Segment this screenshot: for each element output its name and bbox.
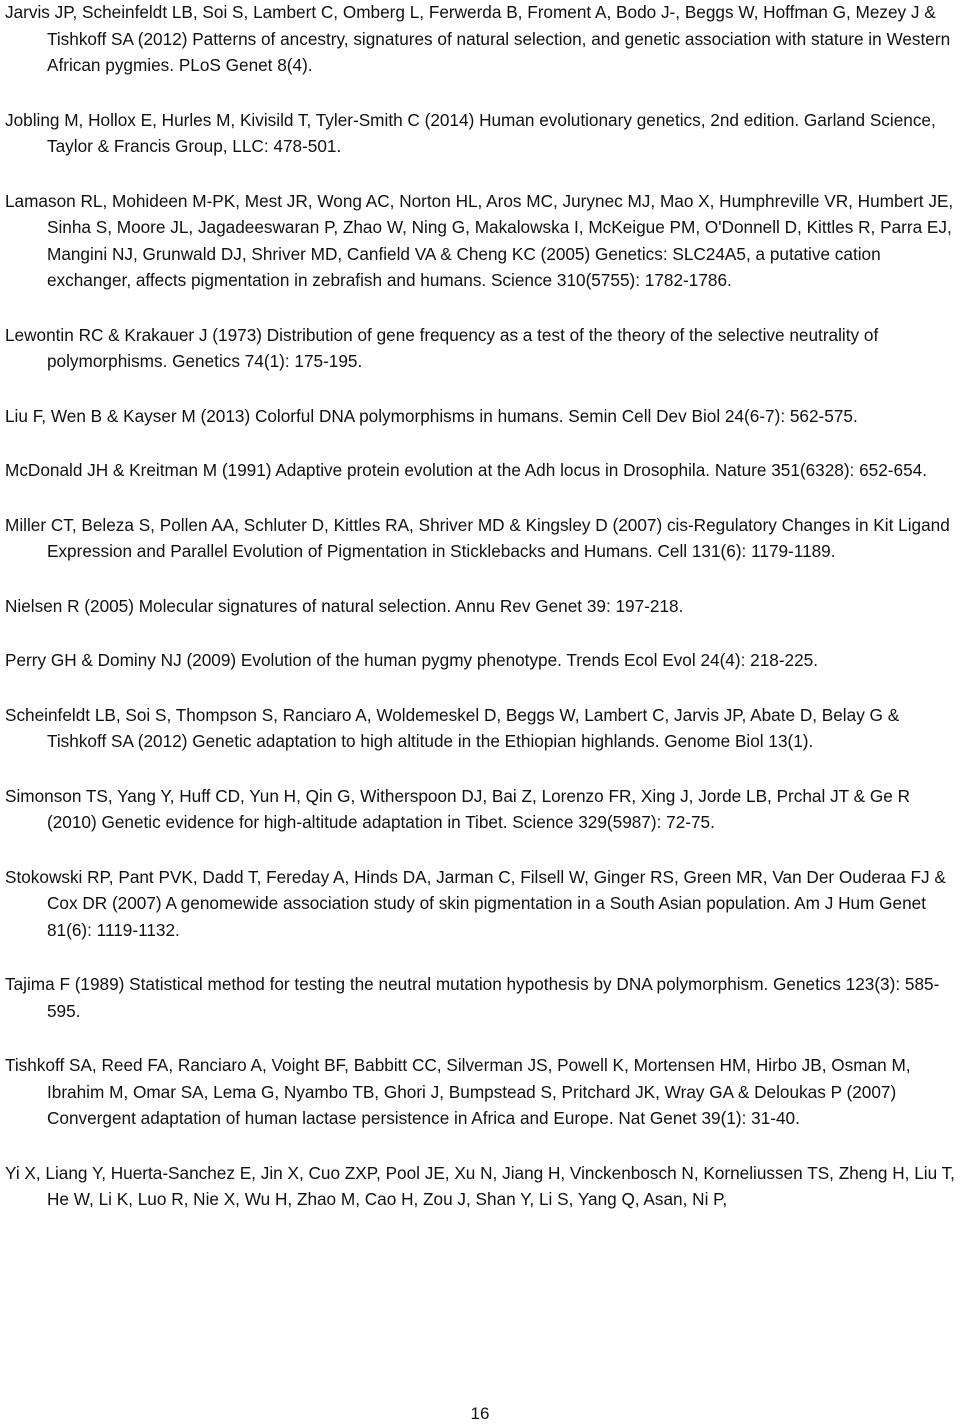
reference-item: Stokowski RP, Pant PVK, Dadd T, Fereday A, Hinds DA, Jarman C, Filsell W, Ginger RS, Green MR, Van Der Ouderaa FJ & Cox DR (2007) A genomewide association study of skin pigmentation in a South Asian population. Am J Hum Genet 81(6): 1119-1132. (5, 866, 946, 940)
reference-item: Jarvis JP, Scheinfeldt LB, Soi S, Lambert C, Omberg L, Ferwerda B, Froment A, Bodo J-, Beggs W, Hoffman G, Mezey J & Tishkoff SA (2012) Patterns of ancestry, signatures of natural selection, and genetic association with stature in Western African pygmies. PLoS Genet 8(4). (5, 2, 951, 75)
reference-item: McDonald JH & Kreitman M (1991) Adaptive protein evolution at the Adh locus in Drosophila. Nature 351(6328): 652-654. (5, 460, 927, 480)
reference-item: Lamason RL, Mohideen M-PK, Mest JR, Wong AC, Norton HL, Aros MC, Jurynec MJ, Mao X, Humphreville VR, Humbert JE, Sinha S, Moore JL, Jagadeeswaran P, Zhao W, Ning G, Makalowska I, McKeigue PM, O'Donnell D, Kittles R, Parra EJ, Mangini NJ, Grunwald DJ, Shriver MD, Canfield VA & Cheng KC (2005) Genetics: SLC24A5, a putative cation exchanger, affects pigmentation in zebrafish and humans. Science 310(5755): 1782-1786. (5, 190, 954, 290)
reference-item: Scheinfeldt LB, Soi S, Thompson S, Ranciaro A, Woldemeskel D, Beggs W, Lambert C, Jarvis JP, Abate D, Belay G & Tishkoff SA (2012) Genetic adaptation to high altitude in the Ethiopian highlands. Genome Biol 13(1). (5, 704, 900, 751)
reference-item: Tajima F (1989) Statistical method for testing the neutral mutation hypothesis by DNA polymorphism. Genetics 123(3): 585-595. (5, 974, 940, 1021)
reference-list (5, 0, 955, 1241)
page-number: 16 (470, 1404, 490, 1423)
reference-item: Liu F, Wen B & Kayser M (2013) Colorful DNA polymorphisms in humans. Semin Cell Dev Biol 24(6-7): 562-575. (5, 405, 858, 426)
reference-item: Nielsen R (2005) Molecular signatures of natural selection. Annu Rev Genet 39: 197-218. (5, 595, 684, 616)
reference-item: Yi X, Liang Y, Huerta-Sanchez E, Jin X, Cuo ZXP, Pool JE, Xu N, Jiang H, Vinckenbosch N, Korneliussen TS, Zheng H, Liu T, He W, Li K, Luo R, Nie X, Wu H, Zhao M, Cao H, Zou J, Shan Y, Li S, Yang Q, Asan, Ni P, (5, 1162, 955, 1209)
reference-item: Jobling M, Hollox E, Hurles M, Kivisild T, Tyler-Smith C (2014) Human evolutionary genetics, 2nd edition. Garland Science, Taylor & Francis Group, LLC: 478-501. (5, 109, 936, 156)
reference-item: Tishkoff SA, Reed FA, Ranciaro A, Voight BF, Babbitt CC, Silverman JS, Powell K, Mortensen HM, Hirbo JB, Osman M, Ibrahim M, Omar SA, Lema G, Nyambo TB, Ghori J, Bumpstead S, Pritchard JK, Wray GA & Deloukas P (2007) Convergent adaptation of human lactase persistence in Africa and Europe. Nat Genet 39(1): 31-40. (5, 1055, 911, 1128)
reference-item: Simonson TS, Yang Y, Huff CD, Yun H, Qin G, Witherspoon DJ, Bai Z, Lorenzo FR, Xing J, Jorde LB, Prchal JT & Ge R (2010) Genetic evidence for high-altitude adaptation in Tibet. Science 329(5987): 72-75. (5, 785, 910, 832)
reference-item: Miller CT, Beleza S, Pollen AA, Schluter D, Kittles RA, Shriver MD & Kingsley D (2007) cis-Regulatory Changes in Kit Ligand Expression and Parallel Evolution of Pigmentation in Sticklebacks and Humans. Cell 131(6): 1179-1189. (5, 514, 950, 561)
reference-item: Lewontin RC & Krakauer J (1973) Distribution of gene frequency as a test of the theory of the selective neutrality of polymorphisms. Genetics 74(1): 175-195. (5, 324, 879, 371)
reference-item: Perry GH & Dominy NJ (2009) Evolution of the human pygmy phenotype. Trends Ecol Evol 24(4): 218-225. (5, 650, 818, 670)
